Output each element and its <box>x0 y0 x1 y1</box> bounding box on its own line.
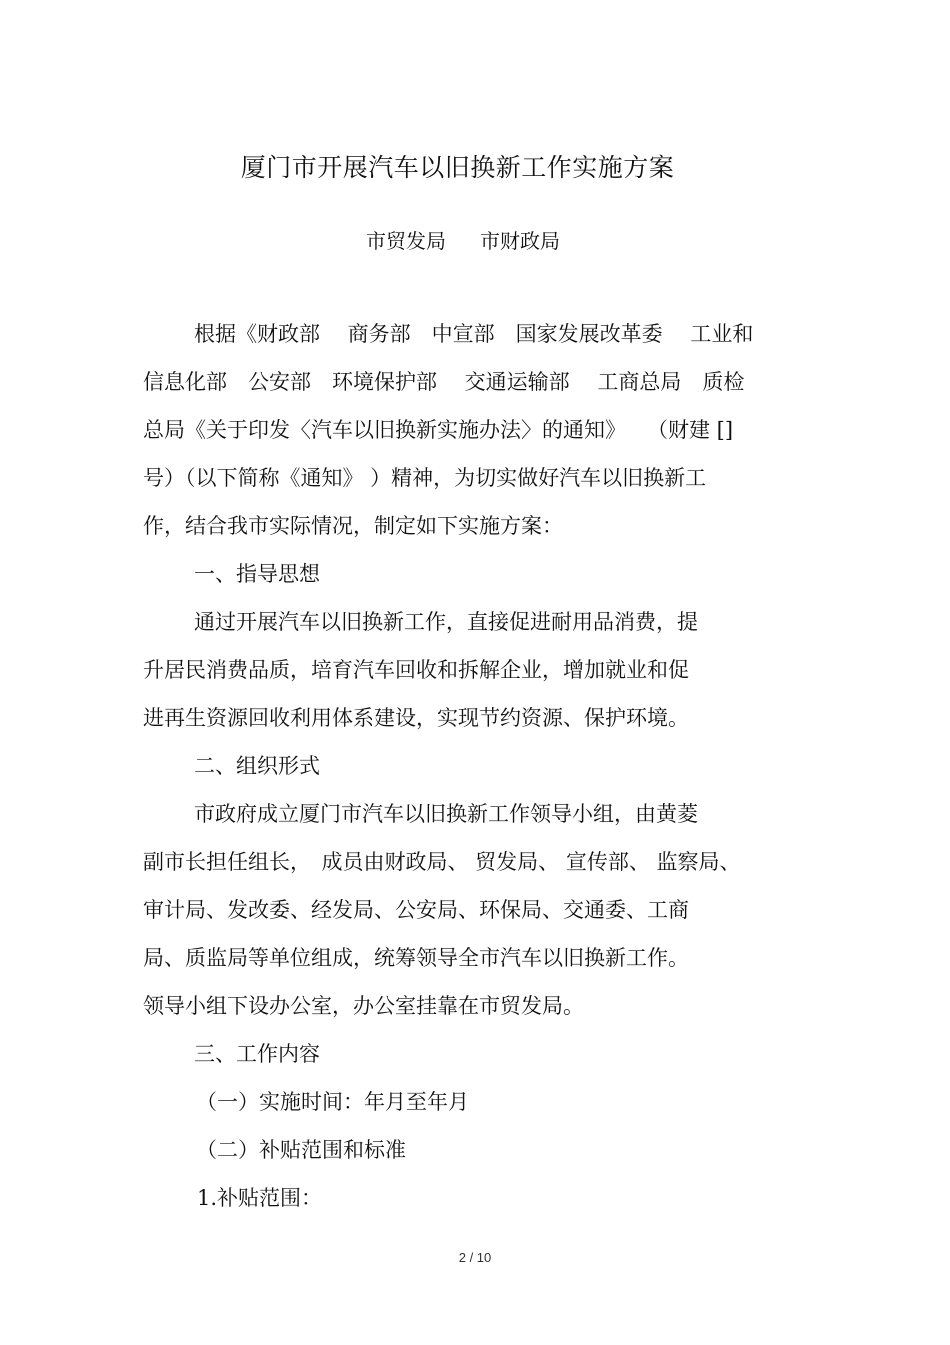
section-heading: 一、指导思想 <box>194 562 320 586</box>
section-heading: 三、工作内容 <box>194 1042 320 1066</box>
paragraph-line: 通过开展汽车以旧换新工作，直接促进耐用品消费，提 <box>194 610 698 634</box>
section-heading: 二、组织形式 <box>194 754 320 778</box>
paragraph-line: 副市长担任组长， 成员由财政局、 贸发局、 宣传部、 监察局、 <box>143 850 741 874</box>
paragraph-line: 信息化部 公安部 环境保护部 交通运输部 工商总局 质检 <box>143 370 745 394</box>
paragraph-line: 根据《财政部 商务部 中宣部 国家发展改革委 工业和 <box>194 322 754 346</box>
issuer-finance-bureau: 市财政局 <box>480 229 560 253</box>
paragraph-line: 领导小组下设办公室，办公室挂靠在市贸发局。 <box>143 994 584 1018</box>
paragraph-line: 市政府成立厦门市汽车以旧换新工作领导小组，由黄菱 <box>194 802 698 826</box>
paragraph-line: 作，结合我市实际情况，制定如下实施方案： <box>143 514 563 538</box>
document-title: 厦门市开展汽车以旧换新工作实施方案 <box>240 153 675 182</box>
issuers-line <box>366 225 560 254</box>
subsection-heading: （二）补贴范围和标准 <box>196 1138 406 1162</box>
paragraph-line: 局、质监局等单位组成，统筹领导全市汽车以旧换新工作。 <box>143 946 689 970</box>
subsection-heading: （一）实施时间：年月至年月 <box>196 1090 469 1114</box>
paragraph-line: 号）（以下简称《通知》 ）精神，为切实做好汽车以旧换新工 <box>143 466 707 490</box>
paragraph-line: 总局《关于印发〈汽车以旧换新实施办法〉的通知》 （财建 [] <box>143 418 734 442</box>
issuer-trade-bureau: 市贸发局 <box>366 229 446 253</box>
paragraph-line: 进再生资源回收利用体系建设，实现节约资源、保护环境。 <box>143 706 689 730</box>
paragraph-line: 审计局、发改委、经发局、公安局、环保局、交通委、工商 <box>143 898 689 922</box>
paragraph-line: 升居民消费品质，培育汽车回收和拆解企业，增加就业和促 <box>143 658 689 682</box>
page-number: 2 / 10 <box>458 1250 492 1265</box>
subsection-item: 1.补贴范围： <box>197 1186 323 1210</box>
